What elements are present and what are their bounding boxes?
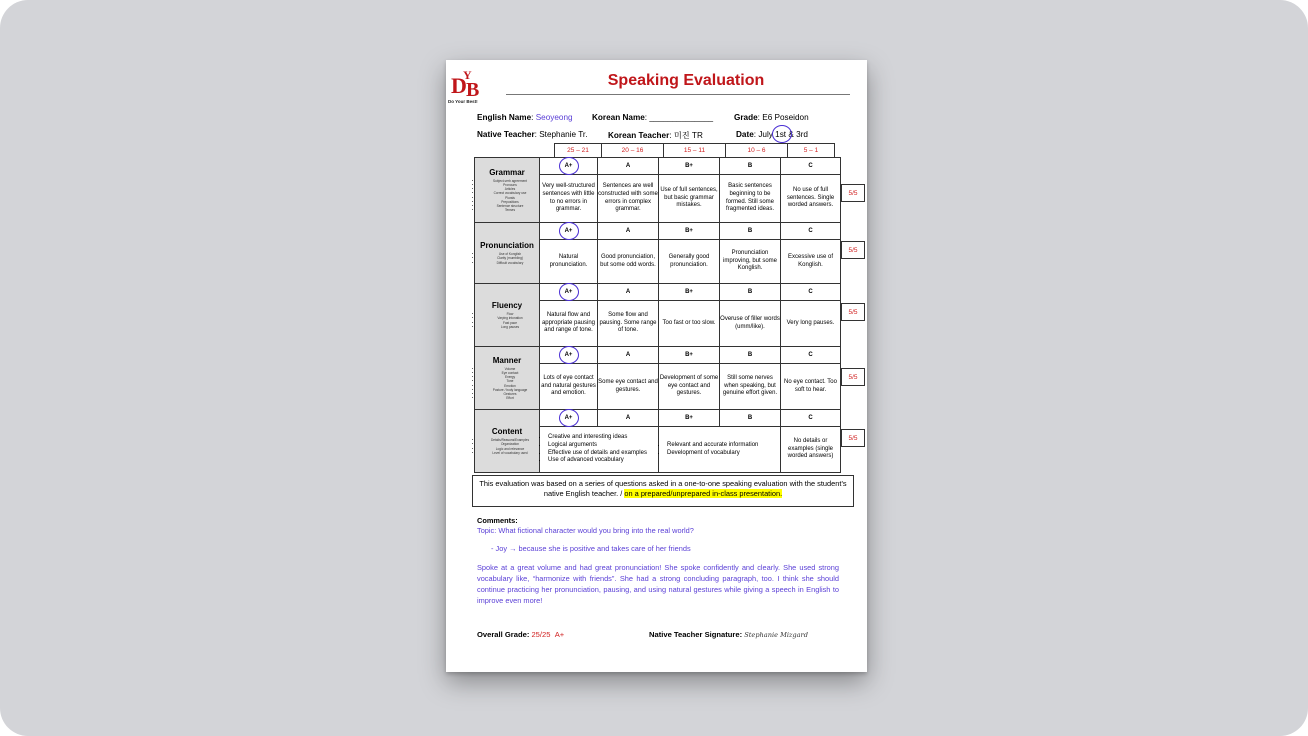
grade-cell: C [781,347,841,364]
grade-cell: B [720,347,781,364]
score-range: 25 – 21 [554,143,602,158]
evaluation-sheet [446,60,867,672]
score-box: 5/5 [841,368,865,386]
selected-grade-circle [559,346,579,364]
page-title: Speaking Evaluation [607,72,765,89]
descriptor-cell: No use of full sentences. Single worded answers. [781,175,841,223]
grade-cell: A+ [540,158,598,175]
selected-grade-circle [559,283,579,301]
score-box: 5/5 [841,184,865,202]
grade-cell: B [720,223,781,240]
descriptor-cell: Too fast or too slow. [659,301,720,347]
korean-name-field: Korean Name: ______________ [592,113,714,122]
comments-heading: Comments: [477,516,518,525]
category-grammar: Grammar • Subject-verb agreement • Pronouns • Articles • Correct vocabulary use • Plurals • Prepositions • Sentence structure • Tenses [475,158,540,223]
overall-grade: Overall Grade: 25/25 A+ [477,630,565,639]
table-row [475,284,841,301]
score-range: 20 – 16 [601,143,664,158]
grade-cell: B [720,158,781,175]
dyb-logo [450,66,484,106]
english-name-value: Seoyeong [535,113,573,122]
svg-text:B: B [466,79,480,100]
descriptor-cell: Still some nerves when speaking, but genuine effort given. [720,364,781,410]
score-range: 5 – 1 [787,143,835,158]
title-divider [506,94,850,95]
english-name-field: English Name: Seoyeong [477,113,573,122]
category-manner: Manner • Volume • Eye contact • Energy • Tone • Emotion • Posture / body language • Gestures • Effort [475,347,540,410]
logo-tagline: Do Your Best! [448,99,478,104]
descriptor-cell: Very well-structured sentences with little to no errors in grammar. [540,175,598,223]
selected-grade-circle [559,222,579,240]
grade-cell: C [781,284,841,301]
descriptor-cell: Some flow and pausing. Some range of tone. [598,301,659,347]
score-range-row [554,143,834,158]
korean-teacher-field: Korean Teacher: 미진 TR [608,131,703,140]
grade-cell: B [720,284,781,301]
descriptor-cell: Lots of eye contact and natural gestures and emotion. [540,364,598,410]
grade-field: Grade: E6 Poseidon [734,113,809,122]
category-content: Content • Details/Reasons/Examples • Organization • Logic and relevance • Level of vocabulary used [475,410,540,473]
svg-text:Y: Y [463,68,472,82]
grade-cell: B+ [659,347,720,364]
descriptor-cell: Sentences are well constructed with some errors in complex grammar. [598,175,659,223]
descriptor-cell: Use of full sentences, but basic grammar mistakes. [659,175,720,223]
descriptor-cell: Good pronunciation, but some odd words. [598,240,659,284]
score-range: 15 – 11 [663,143,726,158]
descriptor-cell: • Creative and interesting ideas • Logical arguments • Effective use of details and examples • Use of advanced vocabulary [540,427,659,473]
grade-cell: A+ [540,410,598,427]
descriptor-cell: No details or examples (single worded answers) [781,427,841,473]
native-teacher-field: Native Teacher: Stephanie Tr. [477,130,588,139]
descriptor-cell: Overuse of filler words (umm/like). [720,301,781,347]
descriptor-cell: Very long pauses. [781,301,841,347]
grade-cell: A [598,158,659,175]
grade-cell: A [598,410,659,427]
descriptor-cell: Natural flow and appropriate pausing and range of tone. [540,301,598,347]
descriptor-cell: Natural pronunciation. [540,240,598,284]
score-box: 5/5 [841,303,865,321]
svg-text:D: D [451,73,467,98]
table-row [475,223,841,240]
date-field: Date: July 1st & 3rd [736,130,808,139]
descriptor-cell: Some eye contact and gestures. [598,364,659,410]
grade-cell: B+ [659,284,720,301]
descriptor-cell: No eye contact. Too soft to hear. [781,364,841,410]
grade-cell: A [598,223,659,240]
date-circle [772,125,792,143]
selected-grade-circle [559,409,579,427]
grade-cell: B [720,410,781,427]
comment-answer: - Joy → because she is positive and takes care of her friends [491,544,691,553]
category-pronunciation: Pronunciation • Use of Konglish • Clarity (mumbling) • Difficult vocabulary [475,223,540,284]
grade-cell: A+ [540,223,598,240]
category-fluency: Fluency • Flow • Varying intonation • Fast pace • Long pauses [475,284,540,347]
descriptor-cell: Generally good pronunciation. [659,240,720,284]
grade-cell: A+ [540,347,598,364]
grade-cell: B+ [659,158,720,175]
descriptor-cell: Pronunciation improving, but some Konglish. [720,240,781,284]
score-box: 5/5 [841,241,865,259]
comment-topic: Topic: What fictional character would you bring into the real world? [477,526,694,535]
teacher-signature: Native Teacher Signature: Stephanie Mizgard [649,630,808,639]
score-box: 5/5 [841,429,865,447]
grade-cell: C [781,410,841,427]
grade-cell: B+ [659,410,720,427]
grade-cell: C [781,223,841,240]
table-row [475,347,841,364]
rubric-table [474,157,841,473]
highlighted-note: on a prepared/unprepared in-class presentation. [624,488,783,498]
grade-cell: A [598,284,659,301]
descriptor-cell: Development of some eye contact and gestures. [659,364,720,410]
descriptor-cell: • Relevant and accurate information • Development of vocabulary [659,427,781,473]
score-range: 10 – 6 [725,143,788,158]
selected-grade-circle [559,157,579,175]
signature-value: Stephanie Mizgard [744,631,808,639]
evaluation-statement: This evaluation was based on a series of questions asked in a one-to-one speaking evaluation with the student’s native English teacher. / on a prepared/unprepared in-class presentation. [472,475,854,507]
grade-cell: C [781,158,841,175]
descriptor-cell: Basic sentences beginning to be formed. Still some fragmented ideas. [720,175,781,223]
comment-body: Spoke at a great volume and had great pronunciation! She spoke confidently and clearly. She used strong vocabulary like, “harmonize with friends”. She had a strong concluding paragraph, too. I think she should continue practicing her pronunciation, pausing, and using natural gestures while giving a speech in English to improve even more! [477,563,839,605]
grade-cell: A [598,347,659,364]
table-row [475,158,841,175]
grade-cell: B+ [659,223,720,240]
grade-cell: A+ [540,284,598,301]
descriptor-cell: Excessive use of Konglish. [781,240,841,284]
table-row [475,410,841,427]
comments-section [477,516,839,607]
